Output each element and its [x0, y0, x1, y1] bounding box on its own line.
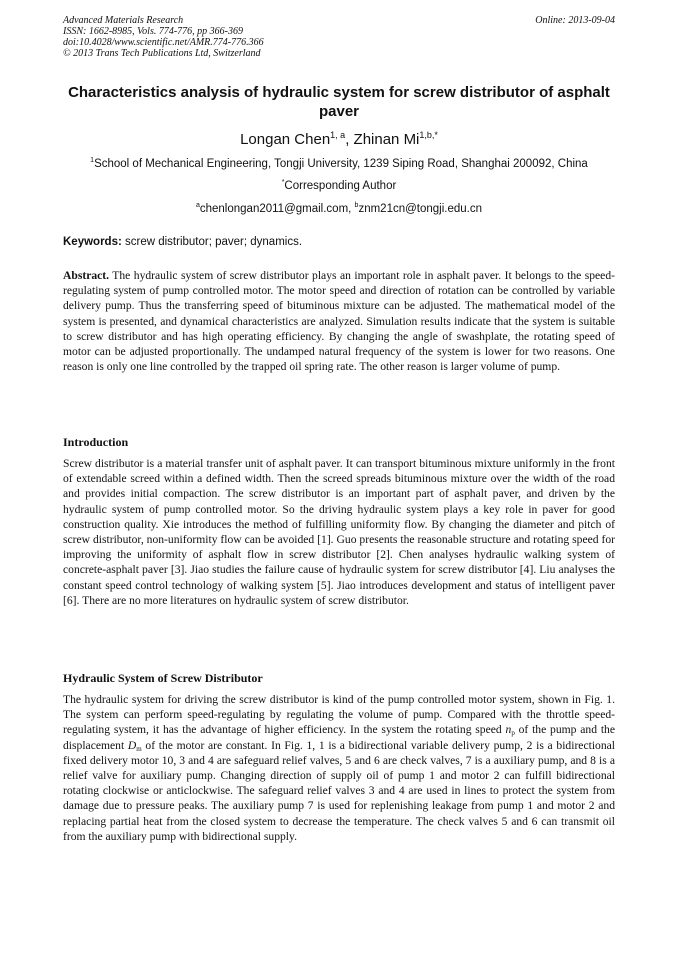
author-affiliation-mark: 1,b,* [419, 130, 438, 140]
copyright-line: © 2013 Trans Tech Publications Ltd, Switzerland [63, 48, 261, 59]
abstract-label: Abstract. [63, 269, 110, 282]
corresponding-mark: * [281, 179, 285, 186]
body-text: of the pump and the displacement [63, 723, 615, 752]
journal-name: Advanced Materials Research [63, 15, 184, 26]
affiliation-mark: 1 [90, 157, 95, 164]
body-text: The hydraulic system for driving the screw distributor is kind of the pump controlled motor system, shown in Fig. 1. The system can perform speed-regulating by regulating the volume of pump. Compared with the throttle speed-regulating system, it has the advantage of higher efficiency. In the system the rotating speed [63, 693, 615, 737]
corresponding-author [63, 178, 615, 194]
author-list [63, 130, 615, 150]
body-text: of the motor are constant. In Fig. 1, 1 is a bidirectional variable delivery pump, 2 is a bidirectional fixed delivery motor 10, 3 and 4 are safeguard relief valves, 5 and 6 are check valves, 7 is a auxiliary pump, and 8 is a relief valve for auxiliary pump. Changing direction of supply oil of pump 1 and motor 2 can fulfill bidirectional rotating clockwise or anticlockwise. The safeguard relief valves 3 and 4 are used in lines to protect the system from damage due to pressure peaks. The auxiliary pump 7 is used for replenishing leakage from pump 1 and motor 2 and replacing partial heat from the closed system to decrease the temperature. The check valves 5 and 6 can transmit oil from the auxiliary pump with bidirectional supply. [63, 738, 615, 843]
email-mark: a [195, 202, 200, 209]
author-name: Zhinan Mi [353, 131, 420, 148]
keywords [63, 234, 615, 250]
doi-line: doi:10.4028/www.scientific.net/AMR.774-776.366 [63, 37, 264, 48]
issn-line: ISSN: 1662-8985, Vols. 774-776, pp 366-369 [63, 26, 243, 37]
author-affiliation-mark: 1, a [330, 130, 346, 140]
affiliation-text: School of Mechanical Engineering, Tongji University, 1239 Siping Road, Shanghai 200092, China [94, 158, 588, 170]
paper-title: Characteristics analysis of hydraulic system for screw distributor of asphalt paver [68, 84, 610, 120]
affiliation [63, 156, 615, 172]
corresponding-text: Corresponding Author [284, 180, 397, 192]
math-variable: n [505, 723, 512, 737]
email-link[interactable]: znm21cn@tongji.edu.cn [358, 203, 483, 215]
online-date: Online: 2013-09-04 [535, 15, 615, 26]
section-heading: Hydraulic System of Screw Distributor [63, 671, 263, 685]
math-variable: D [127, 738, 137, 752]
introduction-paragraph: Screw distributor is a material transfer unit of asphalt paver. It can transport bituminous mixture uniformly in the front of extendable screed within a defined width. Then the screed spreads bituminous mixture over the width of the road and provides initial compaction. The screw distributor is an important part of asphalt paver, and driven by the hydraulic system of pump controlled motor. So the driving hydraulic system plays a key role in paver for good construction quality. Xie introduces the method of fulfilling uniformity flow. By changing the diameter and pitch of screw distributor, non-uniformity flow can be avoided [1]. Guo presents the reasonable structure and rotating speed for improving the uniformity of asphalt flow in screw distributor [2]. Chen analyses hydraulic walking system of concrete-asphalt paver [3]. Jiao studies the failure cause of hydraulic system for screw distributor [4]. Liu analyses the constant speed control technology of walking system [5]. Jiao introduces development and status of intelligent paver [6]. There are no more literatures on hydraulic system of screw distributor. [63, 457, 615, 607]
keywords-label: Keywords: [63, 236, 122, 248]
keywords-text: screw distributor; paver; dynamics. [125, 236, 303, 248]
hydraulic-paragraph [63, 692, 615, 844]
math-subscript: m [136, 744, 142, 753]
author-separator: , [345, 131, 354, 148]
email-link[interactable]: chenlongan2011@gmail.com [199, 203, 349, 215]
math-subscript: p [511, 729, 515, 738]
abstract [63, 268, 615, 374]
email-separator: , [348, 203, 355, 215]
abstract-text: The hydraulic system of screw distributor plays an important role in asphalt paver. It belongs to the speed-regulating system of pump controlled motor. The motor speed and direction of rotation can be controlled by variable delivery pump. Thus the transferring speed of bituminous mixture can be adjusted. The mathematical model of the system is presented, and dynamical characteristics are analyzed. Simulation results indicate that the system is suitable to screw distributor and has high operating efficiency. By changing the angle of swashplate, the rotating speed of motor can be adjusted proportionally. The undamped natural frequency of the system is lower for two reasons. One reason is only one line controlled by the trapped oil spring rate. The other reason is larger volume of pump. [63, 269, 615, 374]
journal-header [63, 15, 615, 59]
author-emails [63, 201, 615, 217]
email-mark: b [354, 202, 359, 209]
author-name: Longan Chen [240, 131, 331, 148]
section-heading: Introduction [63, 435, 129, 449]
